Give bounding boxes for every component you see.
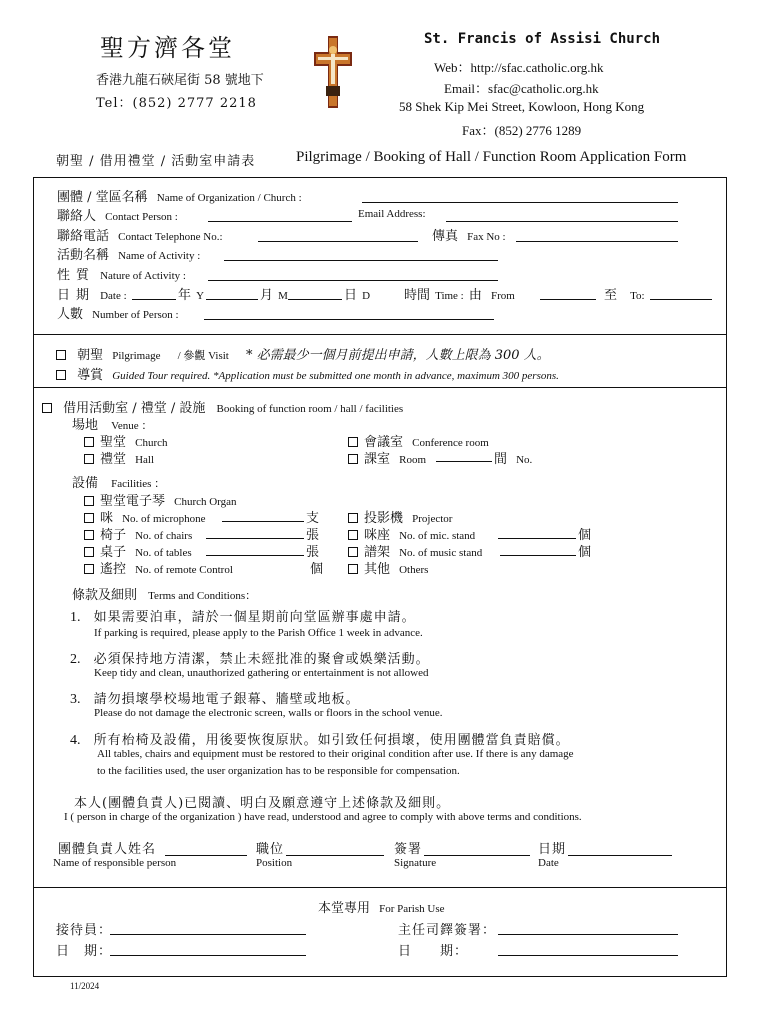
- position-zh: 職位: [256, 842, 285, 857]
- org-field[interactable]: [362, 202, 678, 203]
- contact-person-field[interactable]: [208, 221, 352, 222]
- term-1: 1. 如果需要泊車，請於一個星期前向堂區辦事處申請。: [70, 610, 416, 625]
- priest-sign-label: 主任司鐸簽署：: [398, 923, 497, 938]
- signature-en: Signature: [394, 857, 437, 869]
- hall-checkbox[interactable]: [84, 454, 94, 464]
- time-label: 時間 Time : 由 From: [404, 288, 515, 303]
- church-name-zh: 聖方濟各堂: [100, 34, 235, 62]
- pilgrimage-checkbox[interactable]: [56, 350, 66, 360]
- receiver-label: 接待員：: [56, 923, 113, 938]
- fax-field[interactable]: [516, 241, 678, 242]
- position-en: Position: [256, 857, 293, 869]
- venue-church[interactable]: 聖堂 Church: [84, 431, 168, 450]
- projector-checkbox[interactable]: [348, 513, 358, 523]
- version-footer: 11/2024: [70, 981, 100, 991]
- sign-date-field[interactable]: [568, 855, 672, 856]
- church-fax: Fax：(852) 2776 1289: [462, 123, 582, 138]
- priest-sign-field[interactable]: [498, 934, 678, 935]
- church-address-en: 58 Shek Kip Mei Street, Kowloon, Hong Kong: [399, 99, 645, 114]
- mic-checkbox[interactable]: [84, 513, 94, 523]
- church-email[interactable]: Email：sfac@catholic.org.hk: [444, 81, 599, 96]
- room-count-field[interactable]: [436, 461, 492, 462]
- parish-date2-label: 日 期：: [398, 944, 469, 959]
- term-3: 3. 請勿損壞學校場地電子銀幕、牆壁或地板。: [70, 692, 360, 707]
- day-label: 日 D: [344, 288, 371, 303]
- mic-stand-checkbox[interactable]: [348, 530, 358, 540]
- email-label: Email Address:: [358, 208, 426, 220]
- term-4-en: All tables, chairs and equipment must be restored to their original condition after use. If there is any damage: [97, 748, 574, 760]
- church-checkbox[interactable]: [84, 437, 94, 447]
- room-checkbox[interactable]: [348, 454, 358, 464]
- church-web[interactable]: Web：http://sfac.catholic.org.hk: [434, 60, 604, 75]
- mic-stand-count-field[interactable]: [498, 538, 576, 539]
- guided-tour-option[interactable]: 導賞 Guided Tour required. *Application must be submitted one month in advance, maximum 300 persons.: [56, 364, 559, 383]
- nature-field[interactable]: [208, 280, 498, 281]
- responsible-name-en: Name of responsible person: [53, 857, 177, 869]
- chairs-unit: 張: [306, 528, 320, 543]
- tables-count-field[interactable]: [206, 555, 304, 556]
- fax-label: 傳真 Fax No :: [432, 229, 506, 244]
- tel-label: 聯絡電話 Contact Telephone No.:: [57, 229, 223, 244]
- facility-tables[interactable]: 桌子 No. of tables: [84, 541, 192, 560]
- terms-heading: 條款及細則 Terms and Conditions：: [72, 588, 257, 603]
- church-address-zh: 香港九龍石硤尾街 58 號地下: [96, 73, 264, 88]
- remote-checkbox[interactable]: [84, 564, 94, 574]
- music-stand-checkbox[interactable]: [348, 547, 358, 557]
- term-2-en: Keep tidy and clean, unauthorized gathering or entertainment is not allowed: [94, 667, 429, 679]
- music-stand-count-field[interactable]: [500, 555, 576, 556]
- parish-date1-label: 日 期：: [56, 944, 113, 959]
- month-label: 月 M: [260, 288, 288, 303]
- date-month-field[interactable]: [206, 299, 258, 300]
- facility-mic-stand[interactable]: 咪座 No. of mic. stand: [348, 524, 475, 543]
- signature-zh: 簽署: [394, 842, 423, 857]
- divider-3: [33, 887, 727, 888]
- divider-2: [33, 387, 727, 388]
- tables-unit: 張: [306, 545, 320, 560]
- guided-tour-checkbox[interactable]: [56, 370, 66, 380]
- chairs-checkbox[interactable]: [84, 530, 94, 540]
- mic-count-field[interactable]: [222, 521, 304, 522]
- to-label: 至 To:: [604, 288, 645, 303]
- sign-date-zh: 日期: [538, 842, 567, 857]
- responsible-name-field[interactable]: [165, 855, 247, 856]
- form-title-zh: 朝聖 / 借用禮堂 / 活動室申請表: [56, 154, 256, 169]
- contact-label: 聯絡人 Contact Person :: [57, 209, 178, 224]
- venue-hall[interactable]: 禮堂 Hall: [84, 448, 154, 467]
- time-to-field[interactable]: [650, 299, 712, 300]
- remote-unit: 個: [310, 562, 324, 577]
- parish-date2-field[interactable]: [498, 955, 678, 956]
- date-year-field[interactable]: [132, 299, 176, 300]
- others-checkbox[interactable]: [348, 564, 358, 574]
- facility-projector[interactable]: 投影機 Projector: [348, 507, 452, 526]
- san-damiano-cross-logo: [312, 34, 354, 110]
- date-label: 日期 Date :: [57, 288, 127, 303]
- tel-field[interactable]: [258, 241, 418, 242]
- mic-stand-unit: 個: [578, 528, 592, 543]
- conference-checkbox[interactable]: [348, 437, 358, 447]
- activity-label: 活動名稱 Name of Activity :: [57, 248, 201, 263]
- pilgrimage-option[interactable]: 朝聖 Pilgrimage / 參觀 Visit * 必需最少一個月前提出申請，人數上限為 300 人。: [56, 344, 550, 363]
- nature-label: 性質 Nature of Activity :: [57, 268, 186, 283]
- chairs-count-field[interactable]: [206, 538, 304, 539]
- facility-others[interactable]: 其他 Others: [348, 558, 428, 577]
- people-label: 人數 Number of Person :: [57, 307, 179, 322]
- form-title-en: Pilgrimage / Booking of Hall / Function Room Application Form: [296, 149, 687, 165]
- signature-field[interactable]: [424, 855, 530, 856]
- term-1-en: If parking is required, please apply to the Parish Office 1 week in advance.: [94, 627, 423, 639]
- tables-checkbox[interactable]: [84, 547, 94, 557]
- facility-remote[interactable]: 遙控 No. of remote Control: [84, 558, 233, 577]
- term-3-en: Please do not damage the electronic screen, walls or floors in the school venue.: [94, 707, 443, 719]
- org-label: 團體 / 堂區名稱 Name of Organization / Church :: [57, 190, 302, 205]
- organ-checkbox[interactable]: [84, 496, 94, 506]
- term-4-en-2: to the facilities used, the user organization has to be responsible for compensation.: [97, 765, 460, 777]
- receiver-field[interactable]: [110, 934, 306, 935]
- booking-checkbox[interactable]: [42, 403, 52, 413]
- responsible-name-zh: 團體負責人姓名: [58, 842, 157, 857]
- time-from-field[interactable]: [540, 299, 596, 300]
- venue-conference[interactable]: 會議室 Conference room: [348, 431, 489, 450]
- divider-1: [33, 334, 727, 335]
- position-field[interactable]: [286, 855, 384, 856]
- church-tel: Tel：(852) 2777 2218: [96, 96, 257, 111]
- church-name-en: St. Francis of Assisi Church: [424, 31, 661, 47]
- agreement-zh: 本人(團體負責人)已閱讀、明白及願意遵守上述條款及細則。: [74, 796, 451, 811]
- parish-use-heading: 本堂專用 For Parish Use: [318, 901, 445, 916]
- agreement-en: I ( person in charge of the organization ) have read, understood and agree to comply with above terms and conditions.: [64, 811, 582, 823]
- term-4: 4. 所有枱椅及設備，用後要恢復原狀。如引致任何損壞，使用團體當負責賠償。: [70, 733, 570, 748]
- year-label: 年 Y: [178, 288, 205, 303]
- facility-music-stand[interactable]: 譜架 No. of music stand: [348, 541, 482, 560]
- advance-note-en: Guided Tour required. *Application must be submitted one month in advance, maximum 300 persons.: [112, 370, 559, 382]
- sign-date-en: Date: [538, 857, 559, 869]
- email-field[interactable]: [446, 221, 678, 222]
- mic-unit: 支: [306, 511, 320, 526]
- booking-option[interactable]: 借用活動室 / 禮堂 / 設施 Booking of function room / hall / facilities: [42, 397, 403, 416]
- music-stand-unit: 個: [578, 545, 592, 560]
- date-day-field[interactable]: [288, 299, 342, 300]
- parish-date1-field[interactable]: [110, 955, 306, 956]
- people-field[interactable]: [204, 319, 494, 320]
- activity-field[interactable]: [224, 260, 498, 261]
- venue-room[interactable]: 課室 Room: [348, 448, 426, 467]
- facilities-heading: 設備 Facilities ：: [72, 476, 166, 491]
- term-2: 2. 必須保持地方清潔，禁止未經批准的聚會或娛樂活動。: [70, 652, 430, 667]
- facility-organ[interactable]: 聖堂電子琴 Church Organ: [84, 490, 237, 509]
- facility-mic[interactable]: 咪 No. of microphone: [84, 507, 206, 526]
- facility-chairs[interactable]: 椅子 No. of chairs: [84, 524, 192, 543]
- advance-note-zh: * 必需最少一個月前提出申請，人數上限為 300 人。: [245, 348, 550, 363]
- room-no-label: 間 No.: [494, 452, 533, 467]
- venue-heading: 場地 Venue ：: [72, 418, 153, 433]
